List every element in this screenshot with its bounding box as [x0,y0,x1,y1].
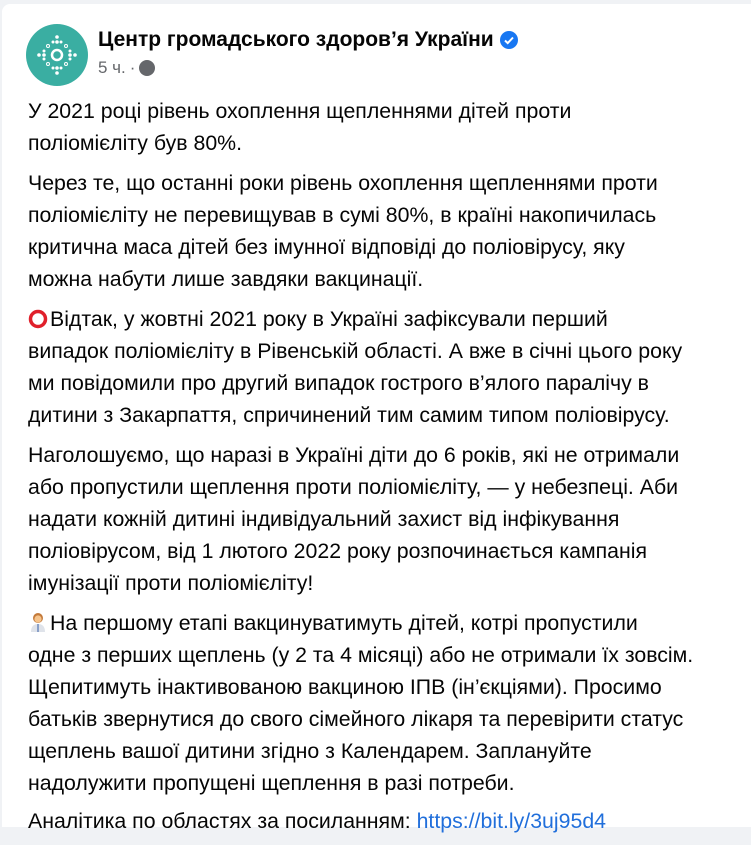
text-line-content: На першому етапі вакцинуватимуть дітей, котрі пропустили [50,611,638,635]
text-line: поліомієліту не перевищував в сумі 80%, в країні накопичилась [28,203,657,227]
text-line [28,303,748,335]
text-line: або пропустили щеплення проти поліомієліту, — у небезпеці. Аби [28,475,679,499]
doctor-emoji-icon [28,611,48,633]
text-line-content: Відтак, у жовтні 2021 року в Україні зафіксували перший [50,307,608,331]
text-line: одне з перших щеплень (у 2 та 4 місяці) або не отримали їх зовсім. [28,643,694,667]
page-avatar[interactable] [26,24,88,86]
paragraph-4 [28,439,748,599]
page-name-link[interactable]: Центр громадського здоров’я України [98,28,494,51]
post-card [2,4,751,833]
post-timestamp[interactable]: 5 ч. [98,58,126,77]
text-line: дитини з Закарпаття, спричинений тим самим типом поліовірусу. [28,403,670,427]
text-line: поліомієліту був 80%. [28,131,243,155]
paragraph-1 [28,95,748,159]
paragraph-5 [28,607,748,799]
text-line: випадок поліомієліту в Рівенській області. А вже в січні цього року [28,339,683,363]
paragraph-3 [28,303,748,431]
text-line: У 2021 році рівень охоплення щепленнями дітей проти [28,99,572,123]
text-line: поліовірусом, від 1 лютого 2022 року розпочинається кампанія [28,539,647,563]
text-line: щеплень вашої дитини згідно з Календарем. Заплануйте [28,739,592,763]
paragraph-6 [28,805,748,837]
text-line [28,805,748,837]
text-line: критична маса дітей без імунної відповіді до поліовірусу, яку [28,235,625,259]
paragraph-2 [28,167,748,295]
text-line: можна набути лише завдяки вакцинації. [28,267,424,291]
text-line: надати кожній дитині індивідуальний захист від інфікування [28,507,620,531]
text-line: ми повідомили про другий випадок гострого в’ялого паралічу в [28,371,649,395]
red-circle-icon [28,309,48,329]
text-line: Щепитимуть інактивованою вакциною ІПВ (ін’єкціями). Просимо [28,675,662,699]
globe-icon[interactable] [139,60,155,76]
text-line: Через те, що останні роки рівень охоплення щепленнями проти [28,171,658,195]
separator: · [129,58,136,77]
text-line: імунізації проти поліомієліту! [28,571,314,595]
link-prefix: Аналітика по областях за посиланням: [28,809,417,833]
text-line [28,607,748,639]
verified-badge-icon [500,31,518,49]
text-line: батьків звернутися до свого сімейного лікаря та перевірити статус [28,707,684,731]
text-line: Наголошуємо, що наразі в Україні діти до 6 років, які не отримали [28,443,680,467]
post-text [28,95,748,845]
logo-icon [26,24,88,86]
analytics-link[interactable]: https://bit.ly/3uj95d4 [416,809,607,833]
text-line: надолужити пропущені щеплення в разі потреби. [28,771,515,795]
